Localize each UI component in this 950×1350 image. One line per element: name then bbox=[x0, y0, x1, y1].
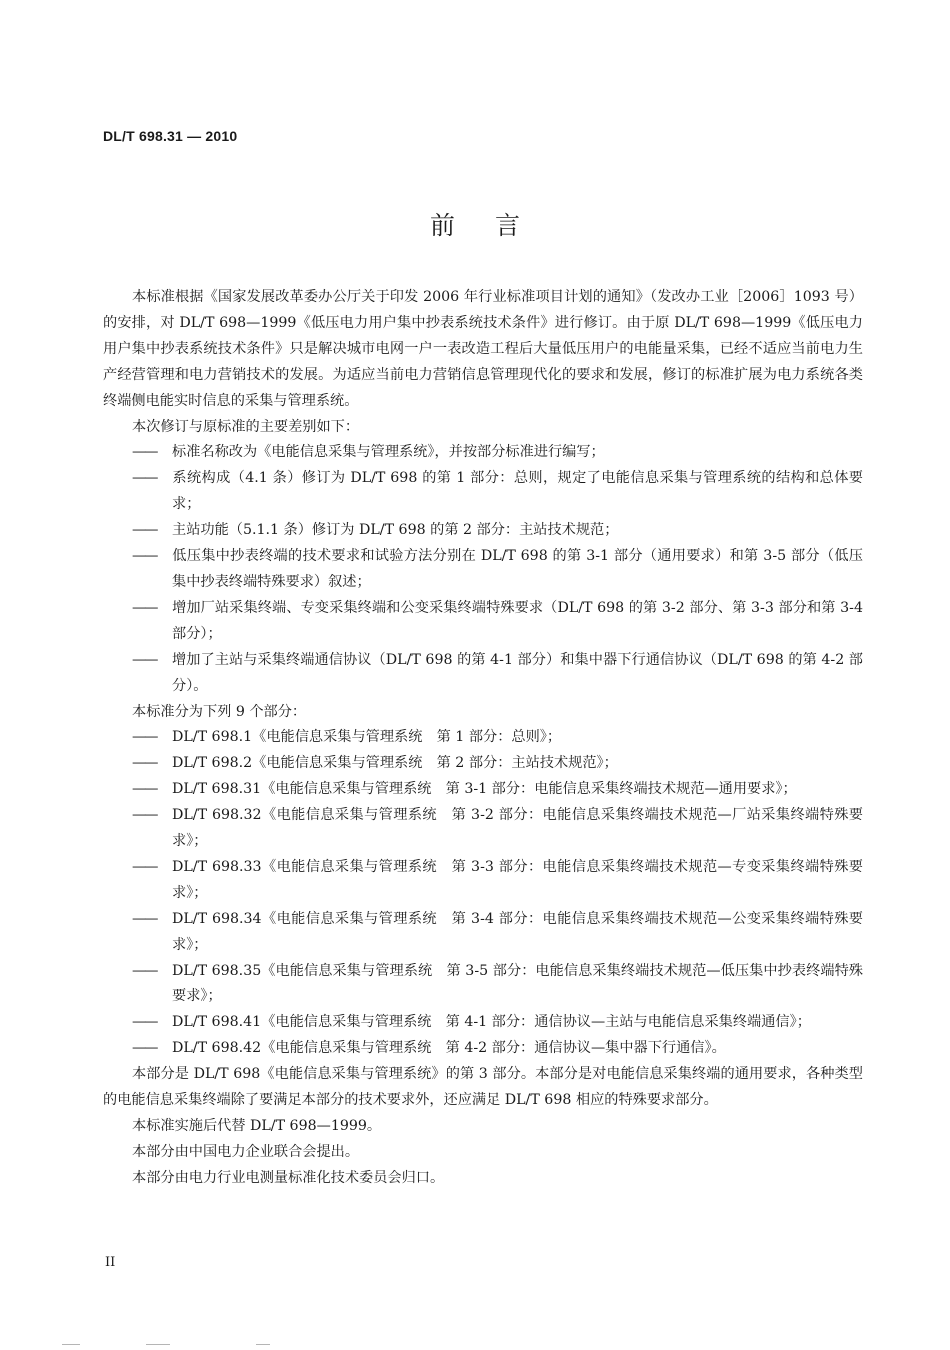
dash-mark bbox=[132, 518, 172, 544]
list-item: ——系统构成（4.1 条）修订为 DL/T 698 的第 1 部分：总则，规定了电能信息采集与管理系统的结构和总体要求； bbox=[103, 466, 863, 518]
list-item: ——主站功能（5.1.1 条）修订为 DL/T 698 的第 2 部分：主站技术规范； bbox=[103, 518, 863, 544]
bottom-edge-mark bbox=[62, 1344, 80, 1345]
list-item: ——DL/T 698.42《电能信息采集与管理系统 第 4-2 部分：通信协议—集中器下行通信》。 bbox=[103, 1036, 863, 1062]
dash-mark bbox=[132, 777, 172, 803]
dash-mark bbox=[132, 1010, 172, 1036]
list-item: ——DL/T 698.31《电能信息采集与管理系统 第 3-1 部分：电能信息采集终端技术规范—通用要求》； bbox=[103, 777, 863, 803]
differences-intro: 本次修订与原标准的主要差别如下： bbox=[132, 418, 360, 435]
dash-mark bbox=[132, 648, 172, 674]
bottom-edge-mark bbox=[146, 1344, 170, 1345]
dash-mark bbox=[132, 1036, 172, 1062]
dash-mark bbox=[132, 466, 172, 492]
list-item: ——增加了主站与采集终端通信协议（DL/T 698 的第 4-1 部分）和集中器下行通信协议（DL/T 698 的第 4-2 部分）。 bbox=[103, 648, 863, 700]
differences-list bbox=[103, 440, 863, 699]
part-statement: 本部分是 DL/T 698《电能信息采集与管理系统》的第 3 部分。本部分是对电能信息采集终端的通用要求，各种类型的电能信息采集终端除了要满足本部分的技术要求外，还应满足 DL/T 698 相应的特殊要求部分。 bbox=[103, 1066, 863, 1109]
dash-mark bbox=[132, 907, 172, 933]
bottom-edge-mark bbox=[256, 1344, 270, 1345]
list-item: ——DL/T 698.32《电能信息采集与管理系统 第 3-2 部分：电能信息采集终端技术规范—厂站采集终端特殊要求》； bbox=[103, 803, 863, 855]
dash-mark bbox=[132, 596, 172, 622]
dash-mark bbox=[132, 440, 172, 466]
dash-mark bbox=[132, 751, 172, 777]
managed-by-statement: 本部分由电力行业电测量标准化技术委员会归口。 bbox=[132, 1169, 445, 1186]
list-item: ——DL/T 698.1《电能信息采集与管理系统 第 1 部分：总则》； bbox=[103, 725, 863, 751]
proposed-by-statement: 本部分由中国电力企业联合会提出。 bbox=[132, 1143, 360, 1160]
page-number: II bbox=[105, 1255, 116, 1270]
list-item: ——DL/T 698.33《电能信息采集与管理系统 第 3-3 部分：电能信息采集终端技术规范—专变采集终端特殊要求》； bbox=[103, 855, 863, 907]
list-item: ——增加厂站采集终端、专变采集终端和公变采集终端特殊要求（DL/T 698 的第 3-2 部分、第 3-3 部分和第 3-4 部分）； bbox=[103, 596, 863, 648]
parts-intro: 本标准分为下列 9 个部分： bbox=[132, 703, 307, 720]
dash-mark bbox=[132, 725, 172, 751]
list-item: ——DL/T 698.2《电能信息采集与管理系统 第 2 部分：主站技术规范》； bbox=[103, 751, 863, 777]
page-title: 前言 bbox=[429, 211, 560, 240]
standard-number-header: DL/T 698.31 — 2010 bbox=[103, 128, 238, 144]
replaces-statement: 本标准实施后代替 DL/T 698—1999。 bbox=[132, 1118, 382, 1134]
parts-list bbox=[103, 725, 863, 1062]
dash-mark bbox=[132, 544, 172, 570]
dash-mark bbox=[132, 803, 172, 829]
list-item: ——标准名称改为《电能信息采集与管理系统》，并按部分标准进行编写； bbox=[103, 440, 863, 466]
dash-mark bbox=[132, 959, 172, 985]
list-item: ——DL/T 698.35《电能信息采集与管理系统 第 3-5 部分：电能信息采集终端技术规范—低压集中抄表终端特殊要求》； bbox=[103, 959, 863, 1011]
list-item: ——低压集中抄表终端的技术要求和试验方法分别在 DL/T 698 的第 3-1 部分（通用要求）和第 3-5 部分（低压集中抄表终端特殊要求）叙述； bbox=[103, 544, 863, 596]
intro-paragraph: 本标准根据《国家发展改革委办公厅关于印发 2006 年行业标准项目计划的通知》（发改办工业［2006］1093 号）的安排，对 DL/T 698—1999《低压电力用户集中抄表系统技术条件》进行修订。由于原 DL/T 698—1999《低压电力用户集中抄表系统技术条件》只是解决城市电网一户一表改造工程后大量低压用户的电能量采集，已经不适应当前电力生产经营管理和电力营销技术的发展。为适应当前电力营销信息管理现代化的要求和发展，修订的标准扩展为电力系统各类终端侧电能实时信息的采集与管理系统。 bbox=[103, 289, 863, 409]
dash-mark bbox=[132, 855, 172, 881]
list-item: ——DL/T 698.41《电能信息采集与管理系统 第 4-1 部分：通信协议—主站与电能信息采集终端通信》； bbox=[103, 1010, 863, 1036]
foreword-body bbox=[103, 285, 863, 1192]
list-item: ——DL/T 698.34《电能信息采集与管理系统 第 3-4 部分：电能信息采集终端技术规范—公变采集终端特殊要求》； bbox=[103, 907, 863, 959]
